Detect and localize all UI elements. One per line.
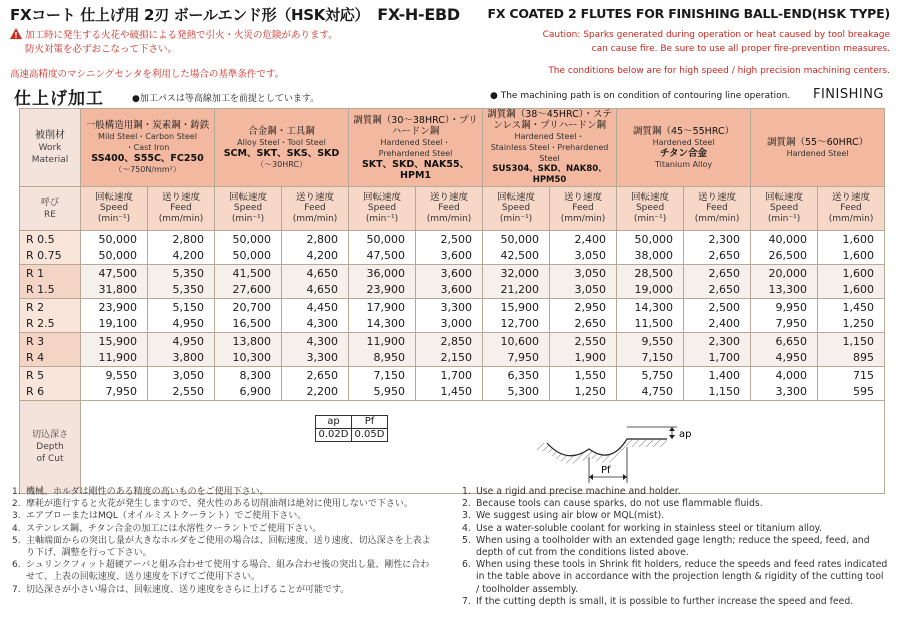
note-item: 6. シュリンクフィット超硬アーバと組み合わせて使用する場合、組み合わせ後の突出し量、剛性に合わせて、上表の回転速度、送り速度を下げてご使用下さい。 [12, 560, 430, 583]
speed-label: 回転速度 Speed (min⁻¹) [215, 187, 282, 231]
speed-value: 32,000 21,200 [483, 265, 550, 299]
speed-value: 15,900 12,700 [483, 299, 550, 333]
feed-value: 1,450 1,250 [818, 299, 885, 333]
pf-header: Pf [352, 416, 388, 429]
feed-value: 2,650 2,650 [684, 265, 751, 299]
speed-value: 17,900 14,300 [349, 299, 416, 333]
re-label: 呼び RE [20, 187, 81, 231]
speed-value: 6,650 4,950 [751, 333, 818, 367]
speed-value: 50,000 47,500 [349, 231, 416, 265]
feed-label: 送り速度 Feed (mm/min) [550, 187, 617, 231]
section-header [10, 84, 890, 109]
speed-value: 14,300 11,500 [617, 299, 684, 333]
diagram-ap-label: ap [679, 429, 692, 440]
feed-value: 4,650 4,650 [282, 265, 349, 299]
feed-label: 送り速度 Feed (mm/min) [684, 187, 751, 231]
speed-value: 9,950 7,950 [751, 299, 818, 333]
feed-value: 3,300 3,000 [416, 299, 483, 333]
table-row [20, 265, 885, 299]
speed-value: 50,000 42,500 [483, 231, 550, 265]
speed-value: 23,900 19,100 [81, 299, 148, 333]
caution-jp: !加工時に発生する火花や破損による発熱で引火・火災の危険があります。 防火対策を必ずおこなって下さい。 [10, 28, 338, 57]
note-item: 3. We suggest using air blow or MQL(mist). [462, 510, 665, 522]
speed-value: 50,000 50,000 [81, 231, 148, 265]
feed-value: 2,800 4,200 [282, 231, 349, 265]
title-en: FX COATED 2 FLUTES FOR FINISHING BALL-END(HSK TYPE) [487, 6, 890, 21]
feed-value: 2,400 3,050 [550, 231, 617, 265]
feed-value: 2,500 2,400 [684, 299, 751, 333]
feed-value: 1,600 1,600 [818, 265, 885, 299]
feed-value: 1,150 895 [818, 333, 885, 367]
note-item: 5. 主軸端面からの突出し量が大きなホルダをご使用の場合は、回転速度、送り速度、切込深さを上表より下げ、調整を行って下さい。 [12, 535, 431, 559]
speed-value: 50,000 38,000 [617, 231, 684, 265]
material-header-row [20, 109, 885, 187]
note-jp: ●加工パスは等高線加工を前提としています。 [132, 94, 320, 104]
re-cell: R 3 R 4 [20, 333, 81, 367]
feed-value: 4,300 3,300 [282, 333, 349, 367]
note-item: 5. When using a toolholder with an extended gage length; reduce the speed, feed, and depth of cut from the conditions listed above. [462, 534, 870, 559]
table-row [20, 299, 885, 333]
feed-value: 1,550 1,250 [550, 367, 617, 401]
speed-label: 回転速度 Speed (min⁻¹) [483, 187, 550, 231]
feed-value: 2,850 2,150 [416, 333, 483, 367]
depth-of-cut-area [81, 401, 885, 494]
speed-value: 20,000 13,300 [751, 265, 818, 299]
speed-value: 28,500 19,000 [617, 265, 684, 299]
note-en: ● The machining path is on condition of contouring line operation. [490, 91, 791, 101]
feed-value: 2,650 2,200 [282, 367, 349, 401]
feed-label: 送り速度 Feed (mm/min) [148, 187, 215, 231]
feed-value: 2,800 4,200 [148, 231, 215, 265]
feed-label: 送り速度 Feed (mm/min) [818, 187, 885, 231]
feed-value: 4,450 4,300 [282, 299, 349, 333]
speed-value: 5,750 4,750 [617, 367, 684, 401]
diagram-pf-label: Pf [601, 465, 611, 476]
feed-value: 2,300 1,700 [684, 333, 751, 367]
note-item: 2. Because tools can cause sparks, do not use flammable fluids. [462, 498, 763, 510]
feed-value: 3,050 3,050 [550, 265, 617, 299]
table-row [20, 231, 885, 265]
speed-value: 40,000 26,500 [751, 231, 818, 265]
warning-triangle-icon [10, 28, 22, 39]
page-header [10, 4, 890, 84]
note-item: 1. 機械、ホルダは剛性のある精度の高いものをご使用下さい。 [12, 487, 269, 497]
feed-value: 1,700 1,450 [416, 367, 483, 401]
ap-value: 0.02D [316, 429, 352, 442]
feed-value: 1,400 1,150 [684, 367, 751, 401]
speed-value: 9,550 7,150 [617, 333, 684, 367]
speed-value: 36,000 23,900 [349, 265, 416, 299]
note-item: 3. エアブローまたはMQL（オイルミストクーラント）でご使用下さい。 [12, 511, 307, 522]
conditions-en: The conditions below are for high speed / high precision machining centers. [548, 66, 890, 76]
notes-en [462, 486, 888, 608]
feed-value: 715 595 [818, 367, 885, 401]
speed-value: 41,500 27,600 [215, 265, 282, 299]
feed-value: 2,950 2,650 [550, 299, 617, 333]
re-cell: R 1 R 1.5 [20, 265, 81, 299]
note-item: 1. Use a rigid and precise machine and holder. [462, 486, 681, 497]
speed-value: 6,350 5,300 [483, 367, 550, 401]
feed-value: 2,300 2,650 [684, 231, 751, 265]
table-row [20, 333, 885, 367]
title-jp: FXコート 仕上げ用 2刃 ボールエンド形（HSK対応） FX-H-EBD [10, 5, 460, 24]
cutting-conditions-table [19, 108, 885, 494]
material-header: 一般構造用鋼・炭素鋼・鋳鉄 Mild Steel・Carbon Steel ・Cast Iron SS400、S55C、FC250 （～750N/mm²） [81, 109, 215, 187]
speed-label: 回転速度 Speed (min⁻¹) [81, 187, 148, 231]
conditions-jp: 高速高精度のマシニングセンタを利用した場合の基準条件です。 [10, 69, 285, 80]
speed-value: 9,550 7,950 [81, 367, 148, 401]
material-header: 調質鋼（38～45HRC）・ステンレス鋼・プリハードン鋼 Hardened Steel・ Stainless Steel・Prehardened Steel SUS304、SKD、NAK80、HPM50 [483, 109, 617, 187]
speed-value: 50,000 50,000 [215, 231, 282, 265]
feed-value: 5,150 4,950 [148, 299, 215, 333]
feed-value: 2,500 3,600 [416, 231, 483, 265]
note-item: 2. 摩耗が進行すると火花が発生しますので、発火性のある切削油剤は絶対に使用しないで下さい。 [12, 499, 413, 510]
speed-value: 10,600 7,950 [483, 333, 550, 367]
model-code: FX-H-EBD [377, 5, 460, 24]
speed-label: 回転速度 Speed (min⁻¹) [751, 187, 818, 231]
depth-of-cut-diagram [527, 403, 697, 489]
speed-value: 20,700 16,500 [215, 299, 282, 333]
material-header: 調質鋼（45～55HRC） Hardened Steel チタン合金 Titanium Alloy [617, 109, 751, 187]
workpiece-hatch [537, 439, 667, 464]
note-item: 4. ステンレス鋼、チタン合金の加工には水溶性クーラントでご使用下さい。 [12, 523, 322, 534]
finishing-label: FINISHING [812, 87, 884, 102]
speed-label: 回転速度 Speed (min⁻¹) [617, 187, 684, 231]
depth-of-cut-row [20, 401, 885, 494]
feed-label: 送り速度 Feed (mm/min) [416, 187, 483, 231]
speed-value: 11,900 8,950 [349, 333, 416, 367]
feed-value: 3,050 2,550 [148, 367, 215, 401]
re-cell: R 5 R 6 [20, 367, 81, 401]
ap-header: ap [316, 416, 352, 429]
table-row [20, 367, 885, 401]
material-header: 合金鋼・工具鋼 Alloy Steel・Tool Steel SCM、SKT、SKS、SKD （～30HRC） [215, 109, 349, 187]
section-title: 仕上げ加工 [14, 89, 104, 109]
material-header: 調質鋼（30～38HRC）・プリハードン鋼 Hardened Steel・ Prehardened Steel SKT、SKD、NAK55、HPM1 [349, 109, 483, 187]
note-item: 7. 切込深さが小さい場合は、回転速度、送り速度をさらに上げることが可能です。 [12, 584, 350, 595]
speed-label: 回転速度 Speed (min⁻¹) [349, 187, 416, 231]
speed-value: 15,900 11,900 [81, 333, 148, 367]
feed-value: 1,600 1,600 [818, 231, 885, 265]
notes-jp [12, 486, 432, 596]
speed-value: 13,800 10,300 [215, 333, 282, 367]
caution-en: Caution: Sparks generated during operation or heat caused by tool breakage can cause fire. Be sure to use all proper fire-prevention measures. [542, 30, 890, 54]
subheader-row [20, 187, 885, 231]
feed-label: 送り速度 Feed (mm/min) [282, 187, 349, 231]
material-header: 調質鋼（55～60HRC） Hardened Steel [751, 109, 885, 187]
speed-value: 7,150 5,950 [349, 367, 416, 401]
feed-value: 5,350 5,350 [148, 265, 215, 299]
re-cell: R 0.5 R 0.75 [20, 231, 81, 265]
feed-value: 4,950 3,800 [148, 333, 215, 367]
feed-value: 3,600 3,600 [416, 265, 483, 299]
ap-pf-table [315, 415, 388, 442]
depth-of-cut-label: 切込深さ Depth of Cut [20, 401, 81, 494]
speed-value: 47,500 31,800 [81, 265, 148, 299]
note-item: 4. Use a water-soluble coolant for working in stainless steel or titanium alloy. [462, 522, 822, 534]
feed-value: 2,550 1,900 [550, 333, 617, 367]
speed-value: 4,000 3,300 [751, 367, 818, 401]
pf-value: 0.05D [352, 429, 388, 442]
note-item: 6. When using these tools in Shrink fit holders, reduce the speeds and feed rates indicated in the table above in accordance with the projection length & rigidity of the cutting tool / toolholder assembly. [462, 559, 888, 595]
speed-value: 8,300 6,900 [215, 367, 282, 401]
note-item: 7. If the cutting depth is small, it is possible to further increase the speed and feed. [462, 595, 854, 607]
re-cell: R 2 R 2.5 [20, 299, 81, 333]
work-material-label: 被削材 Work Material [20, 109, 81, 187]
